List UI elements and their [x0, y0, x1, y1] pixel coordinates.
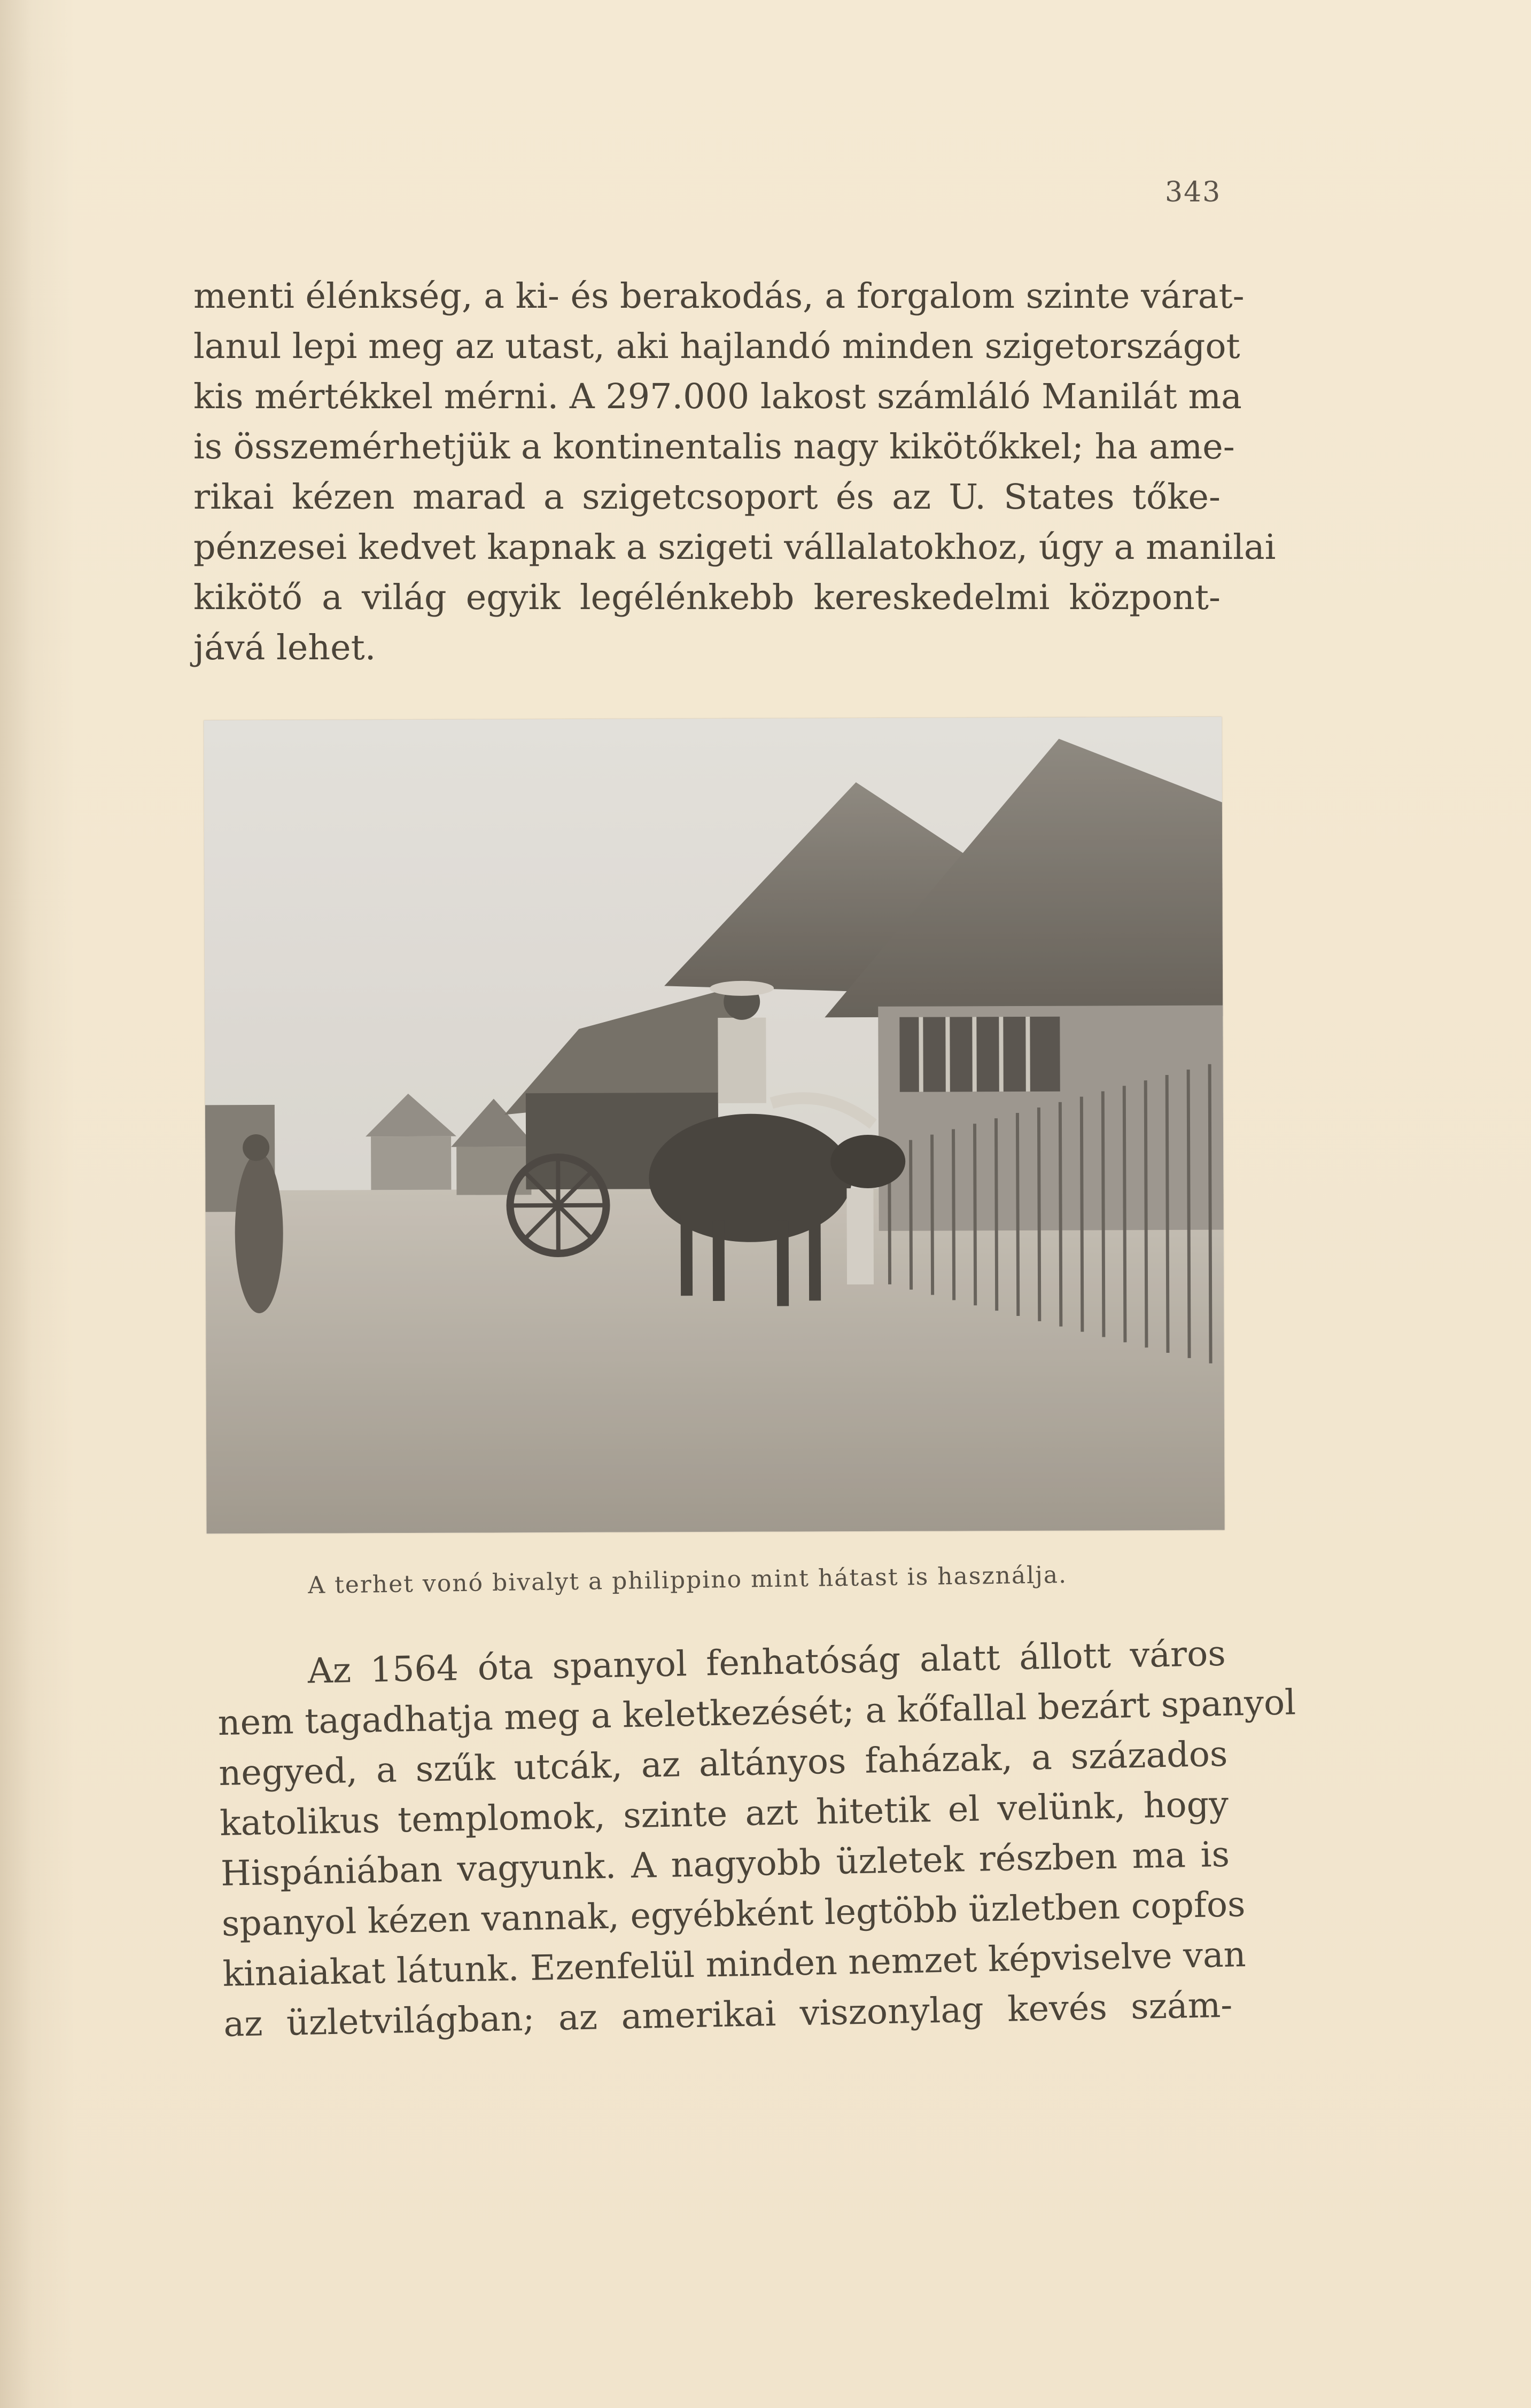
- text-line: kis mértékkel mérni. A 297.000 lakost számláló Manilát ma: [193, 377, 1242, 417]
- text-line: katolikus templomok, szinte azt hitetik el velünk, hogy: [219, 1784, 1229, 1844]
- text-line: kikötő a világ egyik legélénkebb kereskedelmi központ-: [193, 578, 1221, 618]
- text-line: rikai kézen marad a szigetcsoport és az U. States tőke-: [193, 477, 1221, 517]
- text-line: is összemérhetjük a kontinentalis nagy kikötőkkel; ha ame-: [193, 427, 1235, 467]
- text-line: Az 1564 óta spanyol fenhatóság alatt állott város: [307, 1633, 1226, 1692]
- text-line: nem tagadhatja meg a keletkezését; a kőfallal bezárt spanyol: [217, 1682, 1296, 1743]
- text-line: Hispániában vagyunk. A nagyobb üzletek részben ma is: [220, 1834, 1230, 1894]
- paragraph-top: [193, 271, 1276, 673]
- page-number: 343: [1165, 176, 1222, 208]
- text-line: negyed, a szűk utcák, az altányos faházak, a százados: [218, 1734, 1228, 1794]
- photo-illustration: [204, 717, 1224, 1534]
- photo-tone: [204, 717, 1224, 1534]
- text-line: pénzesei kedvet kapnak a szigeti vállalatokhoz, úgy a manilai: [193, 527, 1276, 567]
- photo-caption: A terhet vonó bivalyt a philippino mint hátast is használja.: [308, 1561, 1068, 1599]
- text-line: jává lehet.: [193, 628, 376, 668]
- text-line: lanul lepi meg az utast, aki hajlandó minden szigetországot: [193, 326, 1240, 367]
- text-line: spanyol kézen vannak, egyébként legtöbb üzletben copfos: [221, 1884, 1246, 1944]
- paragraph-bottom: [216, 1629, 1296, 2050]
- text-line: menti élénkség, a ki- és berakodás, a forgalom szinte várat-: [193, 276, 1245, 316]
- photograph-water-buffalo-cart: [204, 717, 1224, 1534]
- text-line: az üzletvilágban; az amerikai viszonylag kevés szám-: [223, 1985, 1233, 2045]
- text-line: kinaiakat látunk. Ezenfelül minden nemzet képviselve van: [222, 1935, 1247, 1994]
